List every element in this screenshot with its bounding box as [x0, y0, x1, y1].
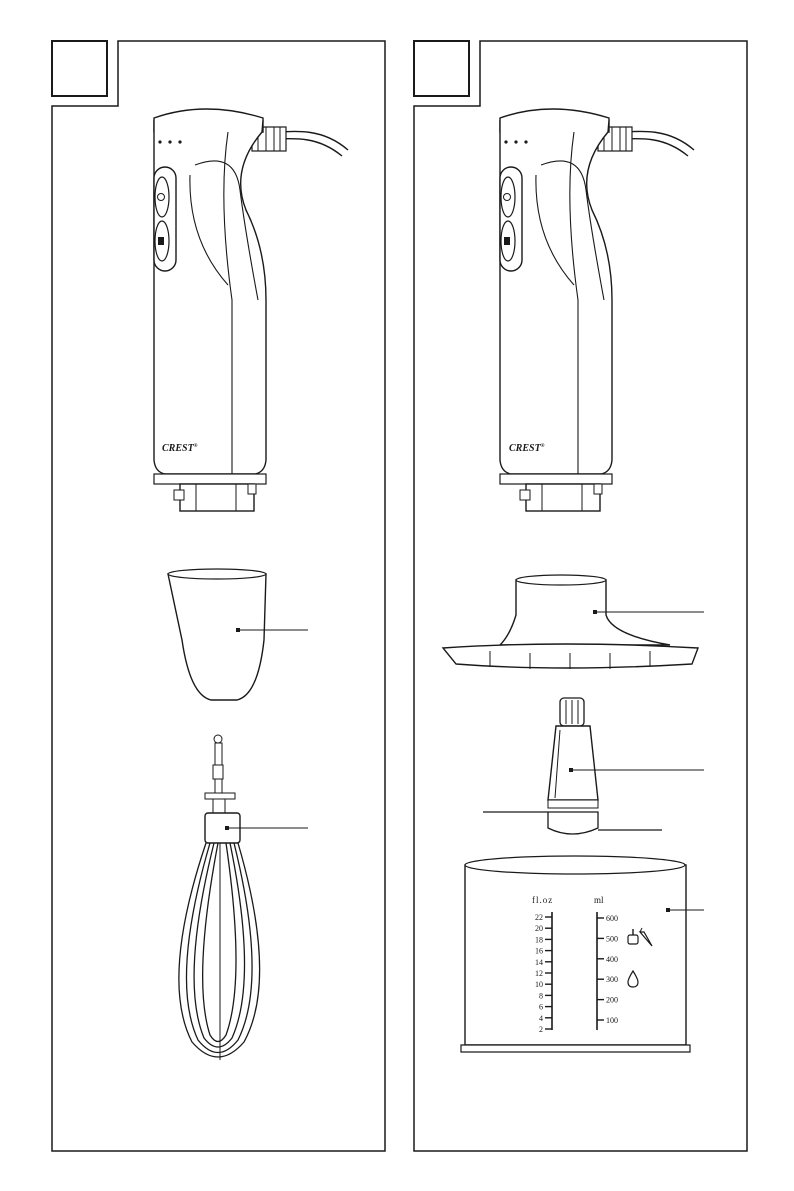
- whisk-attachment: [179, 735, 308, 1060]
- scale-label: 12: [535, 969, 543, 978]
- trademark-symbol: ®: [193, 444, 198, 449]
- scale-label: 20: [535, 924, 543, 934]
- scale-label: 400: [606, 954, 618, 964]
- scale-label: 18: [535, 935, 543, 945]
- chopper-lid: [443, 575, 704, 669]
- trademark-symbol: ®: [540, 444, 545, 449]
- scale-label: 500: [606, 934, 618, 944]
- left-panel: [52, 41, 385, 1151]
- blending-beaker: [168, 569, 308, 700]
- right-figure-number-box: [414, 41, 469, 96]
- scale-label: 22: [535, 913, 543, 922]
- scale-label: 200: [606, 995, 618, 1005]
- scale-label: 4: [539, 1013, 543, 1023]
- scale-label: 10: [535, 980, 543, 990]
- scale-label: 8: [539, 991, 543, 1001]
- scale-label: 14: [535, 957, 543, 967]
- scale-label: 6: [539, 1002, 543, 1012]
- left-figure-number-box: [52, 41, 107, 96]
- fl-oz-unit-label: fl.oz: [532, 895, 554, 905]
- brand-logo-right: CREST®: [509, 443, 545, 454]
- scale-label: 300: [606, 975, 618, 985]
- scale-label: 100: [606, 1016, 618, 1025]
- chopper-bowl: [461, 856, 704, 1052]
- scale-label: 16: [535, 946, 543, 956]
- right-panel: [414, 41, 747, 1151]
- ml-unit-label: ml: [594, 895, 604, 905]
- scale-label: 600: [606, 914, 618, 923]
- scale-label: 2: [539, 1025, 543, 1034]
- brand-logo: CREST®: [162, 443, 198, 454]
- chopper-blade: [483, 698, 704, 834]
